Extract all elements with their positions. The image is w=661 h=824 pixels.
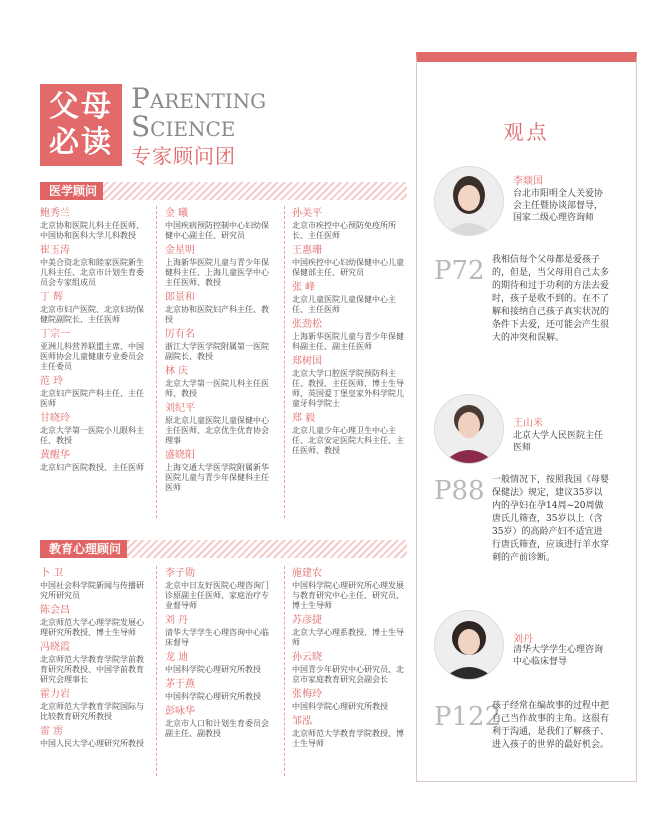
advisor-entry: [292, 208, 404, 241]
advisor-name: 张 峰: [292, 282, 316, 293]
advisor-description: 中国社会科学院新闻与传播研究所研究员: [40, 581, 144, 600]
advisor-name: 冯晓霞: [40, 642, 70, 653]
page-number: P72: [434, 256, 485, 286]
advisor-entry: [292, 689, 404, 712]
brand-seal-line1: 父母: [49, 89, 113, 124]
column-divider: [156, 566, 157, 776]
advisor-name: 孙云晓: [292, 652, 322, 663]
advisor-entry: [40, 413, 150, 446]
advisor-description: 北京妇产医院产科主任、主任医师: [40, 389, 144, 408]
advisor-name: 张劲松: [292, 319, 322, 330]
advisor-name: 王惠珊: [292, 245, 322, 256]
advisor-entry: [165, 208, 275, 241]
advisor-entry: [292, 615, 404, 648]
advisor-description: 原北京儿童医院儿童保健中心主任医师、北京优生优育协会理事: [165, 416, 269, 445]
advisor-description: 北京市疾控中心预防免疫所所长、主任医师: [292, 221, 396, 240]
advisor-description: 中国科学院心理研究所教授: [165, 665, 261, 674]
advisor-name: 施建农: [292, 568, 322, 579]
education-section-header: [40, 540, 407, 558]
advisor-entry: [165, 403, 275, 446]
advisor-entry: [292, 282, 404, 315]
advisor-name: 厉有名: [165, 329, 195, 340]
advisor-description: 北京中日友好医院心理咨询门诊原副主任医师、家庭治疗专业督导师: [165, 581, 269, 610]
viewpoint-quote: 孩子经常在编故事的过程中把自己当作故事的主角。这很有利于沟通，是我们了解孩子、进入孩子的世界的最好机会。: [492, 701, 610, 750]
advisor-name: 李子勋: [165, 568, 195, 579]
advisor-name: 张梅玲: [292, 689, 322, 700]
medical-column-2: [165, 204, 275, 493]
advisor-entry: [165, 679, 275, 702]
advisor-entry: [40, 208, 150, 241]
advisor-entry: [165, 652, 275, 675]
viewpoint-name: 李燚国: [513, 176, 543, 187]
advisor-entry: [40, 245, 150, 288]
viewpoint-title: 台北市阳明全人关爱协会主任暨协谈部督导，国家二级心理咨询师: [513, 189, 604, 223]
portrait-icon: [435, 167, 503, 235]
viewpoint-quote: 一般情况下，按照我国《母婴保健法》规定，建议35岁以内的孕妇在孕14周~20周做唐氏儿筛查，35岁以上（含35岁）的高龄产妇不适宜进行唐氏筛查，应该进行羊水穿刺的产前诊断。: [492, 475, 610, 563]
advisor-description: 上海交通大学医学院附属新华医院儿童与青少年保健科主任医师: [165, 463, 269, 492]
column-divider: [284, 206, 285, 518]
advisor-description: 浙江大学医学院附属第一医院副院长、教授: [165, 342, 269, 361]
advisor-description: 亚洲儿科营养联盟主席、中国医师协会儿童健康专业委员会主任委员: [40, 342, 144, 371]
advisor-name: 范 玲: [40, 376, 64, 387]
advisor-description: 北京协和医院儿科主任医师、中国协和医科大学儿科教授: [40, 221, 144, 240]
advisor-name: 茅于燕: [165, 679, 195, 690]
brand-en-line2: Science: [131, 110, 236, 143]
column-divider: [156, 206, 157, 518]
advisor-name: 郎景和: [165, 292, 195, 303]
advisor-description: 北京大学口腔医学院预防科主任、教授、主任医师、博士生导师，英国爱丁堡皇家外科学院儿童牙科学院士: [292, 369, 404, 408]
advisor-name: 黄醒华: [40, 450, 70, 461]
advisor-entry: [165, 245, 275, 288]
brand-subtitle: 专家顾问团: [131, 144, 236, 168]
advisor-name: 彭咏华: [165, 706, 195, 717]
advisor-name: 崔玉涛: [40, 245, 70, 256]
advisor-entry: [292, 652, 404, 685]
advisor-description: 北京师范大学心理学院发展心理研究所教授、博士生导师: [40, 618, 144, 637]
brand-seal-line2: 必读: [49, 125, 113, 160]
advisor-entry: [165, 615, 275, 648]
advisor-description: 北京大学第一医院小儿眼科主任、教授: [40, 426, 144, 445]
medical-column-1: [40, 204, 150, 473]
advisor-name: 雷 雳: [40, 726, 64, 737]
advisor-entry: [165, 568, 275, 611]
advisor-name: 孙美平: [292, 208, 322, 219]
medical-section-header: [40, 182, 407, 200]
advisor-entry: [292, 319, 404, 352]
advisor-description: 上海新华医院儿童与青少年保健科副主任、副主任医师: [292, 332, 404, 351]
advisor-description: 北京儿童少年心理卫生中心主任、北京安定医院大科主任、主任医师、教授: [292, 426, 404, 455]
advisor-entry: [292, 413, 404, 456]
education-column-3: [292, 564, 404, 749]
page-number: P88: [434, 476, 485, 506]
education-column-2: [165, 564, 275, 739]
advisor-entry: [165, 329, 275, 362]
advisor-description: 北京师范大学教育学院学前教育研究所教授、中国学前教育研究会理事长: [40, 655, 144, 684]
advisor-description: 中国人民大学心理研究所教授: [40, 739, 144, 748]
advisor-description: 北京师范大学教育学院国际与比较教育研究所教授: [40, 702, 144, 721]
advisor-entry: [40, 568, 150, 601]
advisor-name: 霍力岩: [40, 689, 70, 700]
portrait-icon: [435, 395, 503, 463]
advisor-name: 郑 毅: [292, 413, 316, 424]
viewpoint-title: 北京大学人民医院主任医师: [513, 431, 604, 453]
advisor-description: 中美合资北京和睦家医院新生儿科主任、北京市计划生育委员会专家组成员: [40, 258, 144, 287]
advisor-description: 北京妇产医院教授、主任医师: [40, 463, 144, 472]
advisor-name: 金 曦: [165, 208, 189, 219]
column-divider: [284, 566, 285, 776]
advisor-description: 北京协和医院妇产科主任、教授: [165, 305, 269, 324]
avatar: [434, 166, 504, 236]
advisor-description: 北京儿童医院儿童保健中心主任、主任医师: [292, 295, 396, 314]
advisor-entry: [292, 716, 404, 749]
advisor-description: 北京市人口和计划生育委员会副主任、副教授: [165, 719, 269, 738]
advisor-description: 中国科学院心理研究所心理发展与教育研究中心主任、研究员、博士生导师: [292, 581, 404, 610]
advisor-entry: [165, 366, 275, 399]
advisor-entry: [40, 689, 150, 722]
advisor-entry: [40, 329, 150, 372]
brand-en-line1: Parenting: [131, 82, 267, 115]
advisor-entry: [40, 292, 150, 325]
advisor-description: 中国疾病预防控制中心妇幼保健中心副主任、研究员: [165, 221, 269, 240]
advisor-description: 中国青少年研究中心研究员、北京市家庭教育研究会副会长: [292, 665, 404, 684]
advisor-entry: [40, 450, 150, 473]
medical-section-label: 医学顾问: [43, 182, 103, 200]
advisor-name: 丁 辉: [40, 292, 64, 303]
advisor-name: 盛晓阳: [165, 450, 195, 461]
advisor-name: 郑树国: [292, 356, 322, 367]
advisor-entry: [165, 706, 275, 739]
advisor-name: 苏彦捷: [292, 615, 322, 626]
avatar: [434, 610, 504, 680]
education-column-1: [40, 564, 150, 749]
advisor-name: 鲍秀兰: [40, 208, 70, 219]
advisor-description: 中国疾控中心妇幼保健中心儿童保健部主任、研究员: [292, 258, 404, 277]
advisor-entry: [40, 642, 150, 685]
advisor-entry: [292, 245, 404, 278]
advisor-description: 北京大学心理系教授、博士生导师: [292, 628, 404, 647]
portrait-icon: [435, 611, 503, 679]
avatar: [434, 394, 504, 464]
advisor-name: 金星明: [165, 245, 195, 256]
advisor-description: 北京市妇产医院、北京妇幼保健院副院长、主任医师: [40, 305, 144, 324]
medical-column-3: [292, 204, 404, 456]
advisor-name: 刘 丹: [165, 615, 189, 626]
advisor-description: 北京大学第一医院儿科主任医师、教授: [165, 379, 269, 398]
advisor-name: 丁宗一: [40, 329, 70, 340]
advisor-entry: [165, 450, 275, 493]
advisor-entry: [165, 292, 275, 325]
advisor-entry: [40, 376, 150, 409]
advisor-entry: [40, 726, 150, 749]
viewpoint-quote: 我相信每个父母都是爱孩子的，但是，当父母用自己太多的期待和过于功利的方法去爱时，孩子是收不到的。在不了解和接纳自己孩子真实状况的条件下去爱，还可能会产生很大的冲突和误解。: [492, 255, 610, 343]
advisor-description: 中国科学院心理研究所教授: [292, 702, 388, 711]
advisor-description: 上海新华医院儿童与青少年保健科主任、上海儿童医学中心主任医师、教授: [165, 258, 269, 287]
advisor-description: 中国科学院心理研究所教授: [165, 692, 261, 701]
education-section-label: 教育心理顾问: [43, 540, 127, 558]
advisor-name: 邹泓: [292, 716, 312, 727]
brand-seal-logo: [40, 84, 122, 166]
advisor-name: 甘晓玲: [40, 413, 70, 424]
advisor-entry: [292, 568, 404, 611]
advisor-name: 卜 卫: [40, 568, 64, 579]
advisor-entry: [40, 605, 150, 638]
advisor-description: 清华大学学生心理咨询中心临床督导: [165, 628, 269, 647]
advisor-name: 龙 迪: [165, 652, 189, 663]
viewpoint-title: 清华大学学生心理咨询中心临床督导: [513, 645, 604, 667]
viewpoint-name: 刘丹: [513, 634, 533, 645]
advisor-entry: [292, 356, 404, 409]
advisor-name: 刘纪平: [165, 403, 195, 414]
advisor-description: 北京师范大学教育学院教授、博士生导师: [292, 729, 404, 748]
viewpoints-title: 观点: [503, 120, 550, 144]
advisor-name: 林 庆: [165, 366, 189, 377]
page-number: P122: [434, 702, 502, 732]
viewpoint-name: 王山米: [513, 418, 543, 429]
advisor-name: 陈会昌: [40, 605, 70, 616]
